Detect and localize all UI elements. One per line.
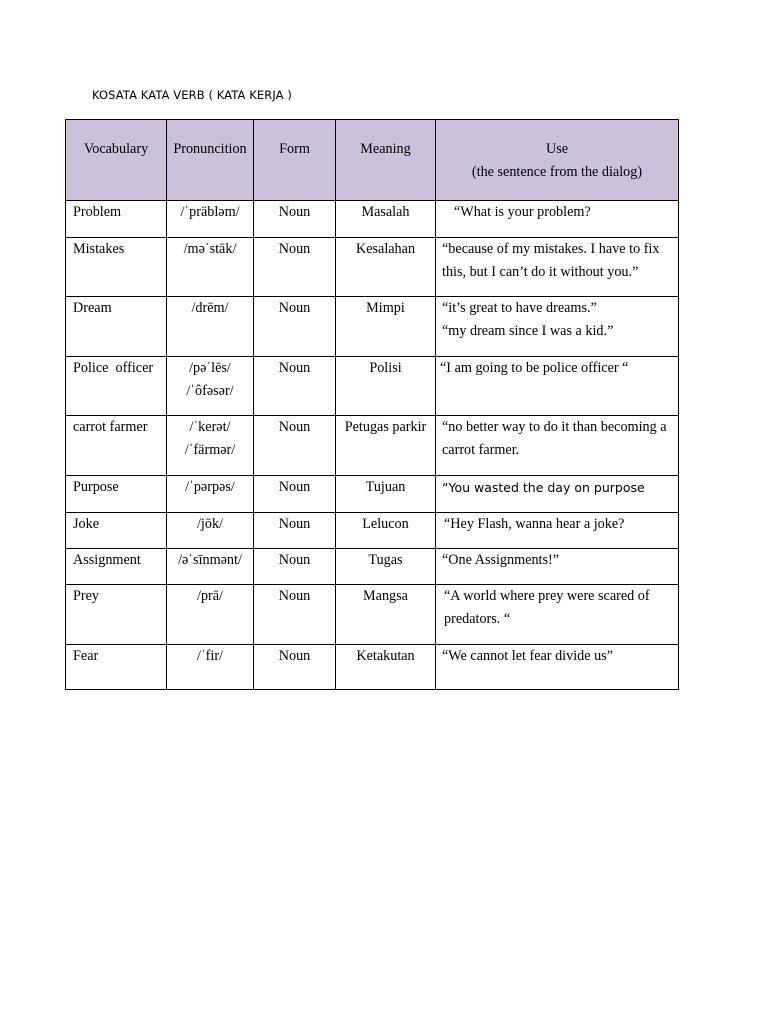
cell-pronunciation	[167, 416, 254, 476]
cell-form: Noun	[254, 549, 336, 585]
cell-use	[436, 645, 679, 690]
cell-meaning: Mimpi	[336, 297, 436, 357]
header-vocabulary: Vocabulary	[66, 120, 167, 201]
cell-vocabulary: Joke	[66, 513, 167, 549]
table-row	[66, 549, 679, 585]
cell-meaning: Kesalahan	[336, 238, 436, 297]
table-row	[66, 297, 679, 357]
use-line: “no better way to do it than becoming a	[442, 419, 667, 435]
table-row	[66, 238, 679, 297]
document-title: KOSATA KATA VERB ( KATA KERJA )	[92, 88, 292, 102]
pronunciation-line: /məˈstāk/	[183, 241, 237, 257]
pronunciation-line: /jōk/	[196, 516, 223, 532]
cell-form: Noun	[254, 357, 336, 416]
cell-vocabulary: Mistakes	[66, 238, 167, 297]
use-line: carrot farmer.	[442, 442, 520, 458]
cell-pronunciation	[167, 645, 254, 690]
pronunciation-line: /prā/	[197, 588, 223, 604]
header-meaning: Meaning	[336, 120, 436, 201]
cell-use	[436, 297, 679, 357]
pronunciation-line: /ˈpərpəs/	[185, 479, 235, 495]
use-line: this, but I can’t do it without you.”	[442, 264, 639, 280]
cell-vocabulary: Fear	[66, 645, 167, 690]
cell-meaning: Polisi	[336, 357, 436, 416]
pronunciation-line: /ˈpräbləm/	[180, 204, 240, 220]
cell-pronunciation	[167, 585, 254, 645]
table-row	[66, 357, 679, 416]
pronunciation-line: /ˈfärmər/	[184, 442, 236, 458]
cell-meaning: Ketakutan	[336, 645, 436, 690]
use-line: “One Assignments!”	[442, 552, 560, 568]
use-line: “We cannot let fear divide us”	[442, 648, 613, 664]
cell-form: Noun	[254, 416, 336, 476]
use-line: “my dream since I was a kid.”	[442, 323, 614, 339]
cell-pronunciation	[167, 476, 254, 513]
cell-meaning: Mangsa	[336, 585, 436, 645]
pronunciation-line: /drēm/	[191, 300, 229, 316]
cell-form: Noun	[254, 585, 336, 645]
use-line: “What is your problem?	[454, 204, 591, 220]
cell-use	[436, 416, 679, 476]
cell-vocabulary: Purpose	[66, 476, 167, 513]
cell-vocabulary: Assignment	[66, 549, 167, 585]
cell-meaning: Masalah	[336, 201, 436, 238]
cell-meaning: Petugas parkir	[336, 416, 436, 476]
cell-vocabulary: Prey	[66, 585, 167, 645]
pronunciation-line: /əˈsīnmənt/	[178, 552, 242, 568]
header-use	[436, 120, 679, 201]
cell-use	[436, 476, 679, 513]
cell-form: Noun	[254, 645, 336, 690]
cell-meaning: Tugas	[336, 549, 436, 585]
use-line: predators. “	[444, 611, 511, 627]
cell-pronunciation	[167, 513, 254, 549]
header-use-title: Use	[545, 141, 569, 157]
use-line: “A world where prey were scared of	[444, 588, 650, 604]
cell-vocabulary: carrot farmer	[66, 416, 167, 476]
table-row	[66, 645, 679, 690]
cell-form: Noun	[254, 297, 336, 357]
table-row	[66, 476, 679, 513]
table-row	[66, 513, 679, 549]
use-line: “it’s great to have dreams.”	[442, 300, 597, 316]
cell-vocabulary: Dream	[66, 297, 167, 357]
cell-form: Noun	[254, 201, 336, 238]
cell-vocabulary: Police officer	[66, 357, 167, 416]
cell-pronunciation	[167, 201, 254, 238]
header-use-subtitle: (the sentence from the dialog)	[471, 164, 643, 180]
cell-meaning: Tujuan	[336, 476, 436, 513]
pronunciation-line: /ˈôfəsər/	[186, 383, 234, 399]
use-line: “You wasted the day on purpose	[442, 480, 645, 495]
cell-use	[436, 513, 679, 549]
pronunciation-line: /ˈkerət/	[189, 419, 231, 435]
cell-meaning: Lelucon	[336, 513, 436, 549]
cell-form: Noun	[254, 476, 336, 513]
cell-pronunciation	[167, 297, 254, 357]
cell-use	[436, 238, 679, 297]
table-header-row	[66, 120, 679, 201]
use-line: “I am going to be police officer “	[440, 360, 629, 376]
vocabulary-table	[65, 119, 679, 690]
use-line: “Hey Flash, wanna hear a joke?	[444, 516, 625, 532]
pronunciation-line: /pəˈlēs/	[189, 360, 231, 376]
cell-vocabulary: Problem	[66, 201, 167, 238]
cell-pronunciation	[167, 549, 254, 585]
cell-pronunciation	[167, 238, 254, 297]
header-pronunciation: Pronuncition	[167, 120, 254, 201]
cell-use	[436, 357, 679, 416]
cell-form: Noun	[254, 513, 336, 549]
use-line: “because of my mistakes. I have to fix	[442, 241, 660, 257]
table-row	[66, 585, 679, 645]
table-row	[66, 201, 679, 238]
cell-use	[436, 549, 679, 585]
cell-use	[436, 585, 679, 645]
pronunciation-line: /ˈfir/	[197, 648, 223, 664]
table-row	[66, 416, 679, 476]
cell-form: Noun	[254, 238, 336, 297]
header-form: Form	[254, 120, 336, 201]
cell-use	[436, 201, 679, 238]
cell-pronunciation	[167, 357, 254, 416]
